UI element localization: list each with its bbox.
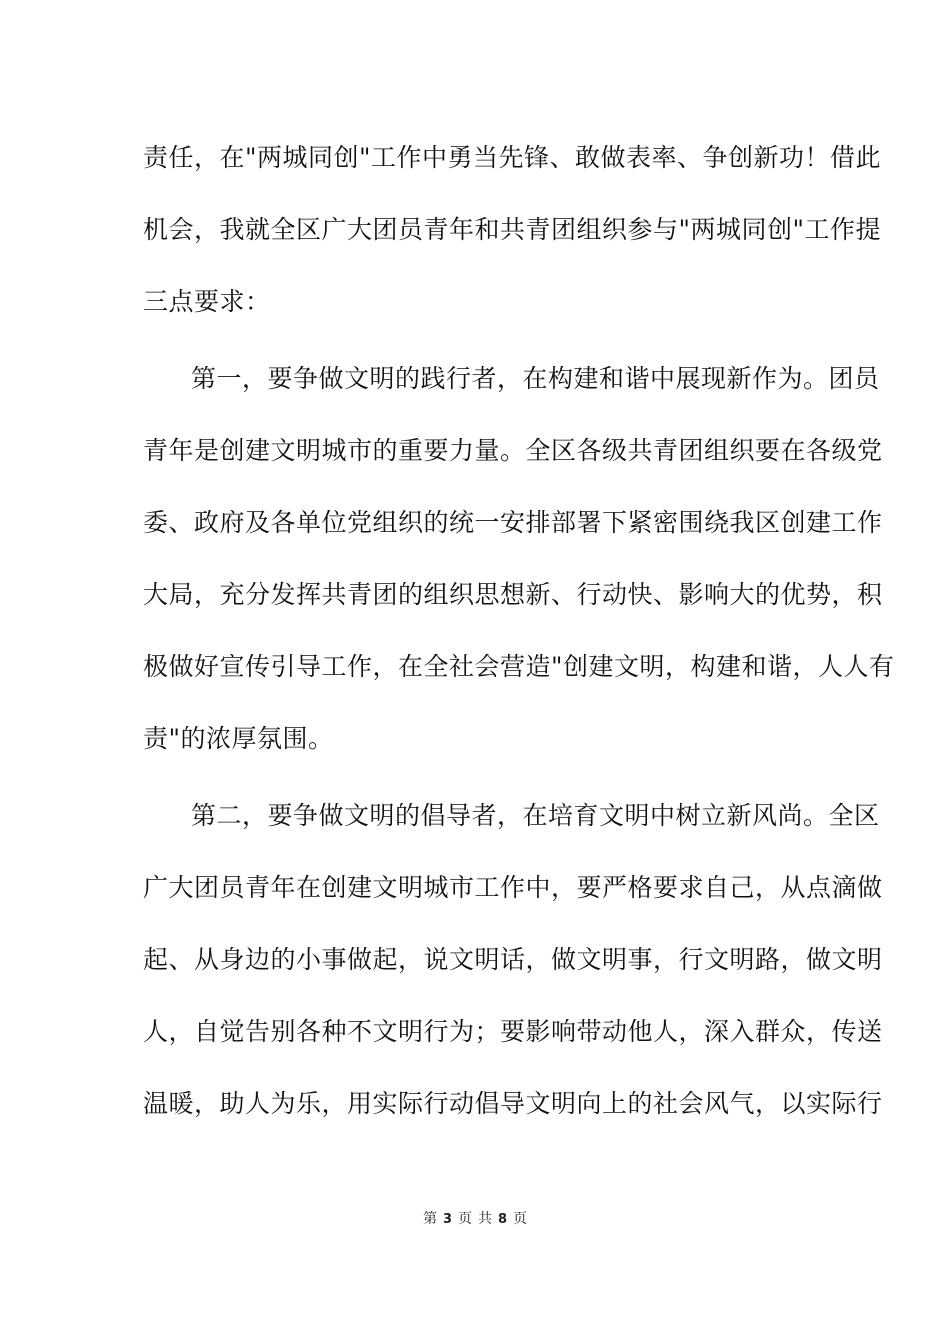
body-text-line: 责"的浓厚氛围。 bbox=[143, 724, 334, 753]
footer-page-word: 页 bbox=[458, 1211, 472, 1227]
body-text-line: 青年是创建文明城市的重要力量。全区各级共青团组织要在各级党 bbox=[143, 436, 883, 465]
footer-prefix: 第 bbox=[422, 1211, 437, 1227]
body-text-line: 三点要求： bbox=[143, 287, 271, 316]
body-text-line: 广大团员青年在创建文明城市工作中，要严格要求自己，从点滴做 bbox=[143, 873, 883, 902]
body-text-line: 机会，我就全区广大团员青年和共青团组织参与"两城同创"工作提 bbox=[143, 215, 882, 244]
body-text-line: 委、政府及各单位党组织的统一安排部署下紧密围绕我区创建工作 bbox=[143, 508, 883, 537]
body-text-line: 责任，在"两城同创"工作中勇当先锋、敢做表率、争创新功！借此 bbox=[143, 143, 882, 172]
page-number-footer bbox=[0, 1209, 950, 1230]
footer-total-word: 共 bbox=[478, 1211, 492, 1227]
body-text-line: 第二，要争做文明的倡导者，在培育文明中树立新风尚。全区 bbox=[191, 801, 880, 830]
footer-suffix: 页 bbox=[513, 1211, 528, 1227]
body-text-line: 温暖，助人为乐，用实际行动倡导文明向上的社会风气，以实际行 bbox=[143, 1089, 883, 1118]
body-text-line: 大局，充分发挥共青团的组织思想新、行动快、影响大的优势，积 bbox=[143, 580, 883, 609]
body-text-line: 第一，要争做文明的践行者，在构建和谐中展现新作为。团员 bbox=[191, 364, 880, 393]
body-text-line: 起、从身边的小事做起，说文明话，做文明事，行文明路，做文明 bbox=[143, 945, 883, 974]
current-page-number: 3 bbox=[442, 1212, 452, 1227]
body-text-line: 人，自觉告别各种不文明行为；要影响带动他人，深入群众，传送 bbox=[143, 1017, 883, 1046]
body-text-line: 极做好宣传引导工作，在全社会营造"创建文明，构建和谐，人人有 bbox=[143, 652, 895, 681]
total-page-number: 8 bbox=[498, 1212, 508, 1227]
